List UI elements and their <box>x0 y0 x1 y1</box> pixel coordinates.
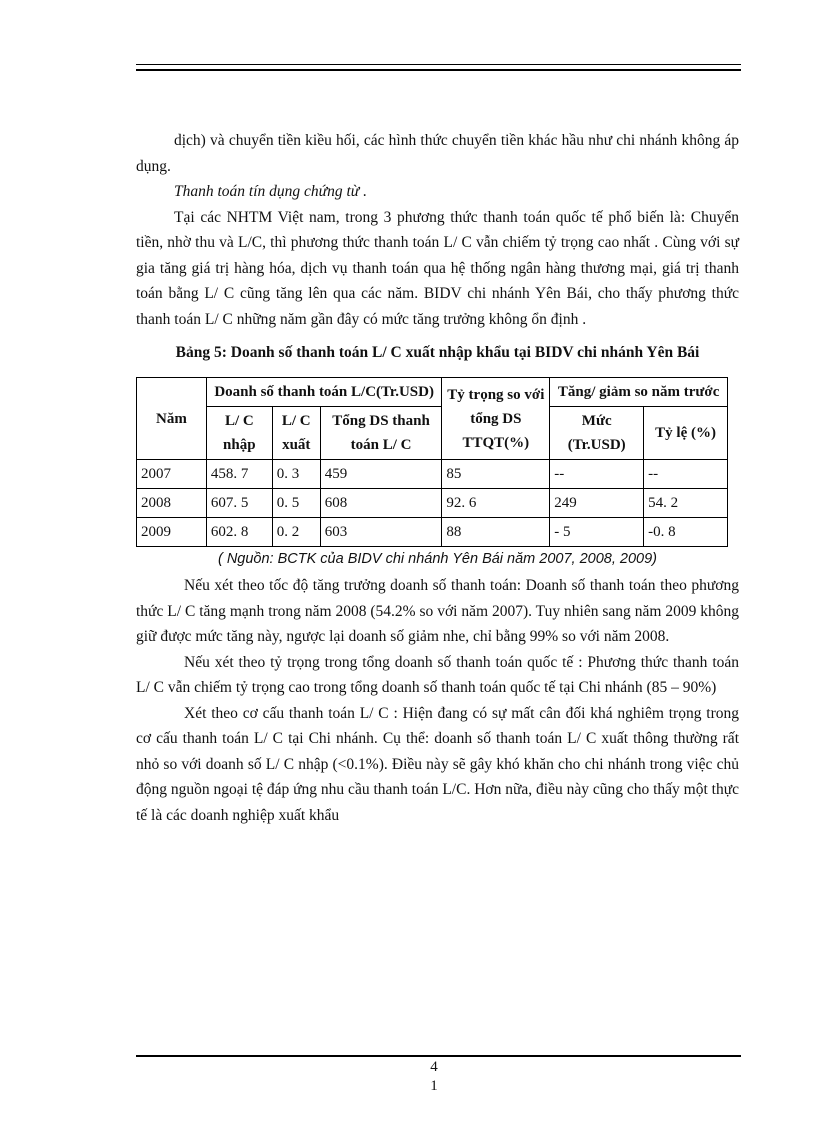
cell-import: 602. 8 <box>206 518 272 547</box>
cell-export: 0. 5 <box>272 489 320 518</box>
header-rate: Tỷ lệ (%) <box>644 407 728 460</box>
header-lc-export: L/ C xuất <box>272 407 320 460</box>
paragraph-2: Tại các NHTM Việt nam, trong 3 phương thức thanh toán quốc tế phổ biến là: Chuyển tiền, nhờ thu và L/C, thì phương thức thanh toán L/ C vẫn chiếm tỷ trọng cao nhất . Cùng với sự gia tăng giá trị hàng hóa, dịch vụ thanh toán qua hệ thống ngân hàng thương mại, giá trị thanh toán bằng L/ C cũng tăng lên qua các năm. BIDV chi nhánh Yên Bái, cho thấy phương thức thanh toán L/ C những năm gần đây có mức tăng trưởng không ổn định . <box>136 208 739 328</box>
cell-year: 2009 <box>137 518 207 547</box>
header-share: Tỷ trọng so với tổng DS TTQT(%) <box>442 378 550 460</box>
page-number-line-2: 1 <box>430 1078 438 1094</box>
cell-import: 458. 7 <box>206 460 272 489</box>
header-change-group: Tăng/ giảm so năm trước <box>550 378 728 407</box>
table-caption: Bảng 5: Doanh số thanh toán L/ C xuất nhập khẩu tại BIDV chi nhánh Yên Bái <box>175 344 700 361</box>
lc-sales-table <box>136 377 728 547</box>
table-row <box>137 518 728 547</box>
header-sales-group: Doanh số thanh toán L/C(Tr.USD) <box>206 378 442 407</box>
cell-rate: -- <box>644 460 728 489</box>
cell-share: 85 <box>442 460 550 489</box>
page-body <box>136 128 739 828</box>
table-source: ( Nguồn: BCTK của BIDV chi nhánh Yên Bái năm 2007, 2008, 2009) <box>217 551 658 567</box>
page-number-line-1: 4 <box>430 1059 438 1075</box>
cell-year: 2007 <box>137 460 207 489</box>
cell-export: 0. 3 <box>272 460 320 489</box>
header-amount: Mức (Tr.USD) <box>550 407 644 460</box>
cell-export: 0. 2 <box>272 518 320 547</box>
header-year: Năm <box>137 378 207 460</box>
cell-total: 459 <box>320 460 442 489</box>
footer-rule <box>136 1055 741 1057</box>
table-header-row <box>137 378 728 407</box>
paragraph-1: dịch) và chuyển tiền kiều hối, các hình thức chuyển tiền khác hầu như chi nhánh không áp dụng. <box>136 132 739 175</box>
header-rule <box>136 64 741 71</box>
paragraph-5: Xét theo cơ cấu thanh toán L/ C : Hiện đang có sự mất cân đối khá nghiêm trọng trong cơ cấu thanh toán L/ C tại Chi nhánh. Cụ thể: doanh số thanh toán L/ C xuất thông thường rất nhỏ so với doanh số L/ C nhập (<0.1%). Điều này sẽ gây khó khăn cho chi nhánh trong việc chủ động nguồn ngoại tệ đáp ứng nhu cầu thanh toán L/C. Hơn nữa, điều này cũng cho thấy một thực tế là các doanh nghiệp xuất khẩu <box>136 704 739 824</box>
cell-amount: -- <box>550 460 644 489</box>
cell-total: 608 <box>320 489 442 518</box>
section-heading: Thanh toán tín dụng chứng từ . <box>174 183 368 200</box>
cell-import: 607. 5 <box>206 489 272 518</box>
cell-amount: 249 <box>550 489 644 518</box>
header-total: Tổng DS thanh toán L/ C <box>320 407 442 460</box>
cell-share: 88 <box>442 518 550 547</box>
page-number <box>426 1058 442 1096</box>
paragraph-4: Nếu xét theo tỷ trọng trong tổng doanh số thanh toán quốc tế : Phương thức thanh toán L/ C vẫn chiếm tỷ trọng cao trong tổng doanh số thanh toán quốc tế tại Chi nhánh (85 – 90%) <box>136 653 739 696</box>
cell-year: 2008 <box>137 489 207 518</box>
cell-share: 92. 6 <box>442 489 550 518</box>
paragraph-3: Nếu xét theo tốc độ tăng trưởng doanh số thanh toán: Doanh số thanh toán theo phương thức L/ C tăng mạnh trong năm 2008 (54.2% so với năm 2007). Tuy nhiên sang năm 2009 không giữ được mức tăng này, ngược lại doanh số giảm nhe, chỉ bằng 99% so với năm 2008. <box>136 577 739 645</box>
table-row <box>137 489 728 518</box>
header-lc-import: L/ C nhập <box>206 407 272 460</box>
table-subheader-row <box>137 407 728 460</box>
cell-amount: - 5 <box>550 518 644 547</box>
cell-rate: 54. 2 <box>644 489 728 518</box>
cell-total: 603 <box>320 518 442 547</box>
table-row <box>137 460 728 489</box>
cell-rate: -0. 8 <box>644 518 728 547</box>
